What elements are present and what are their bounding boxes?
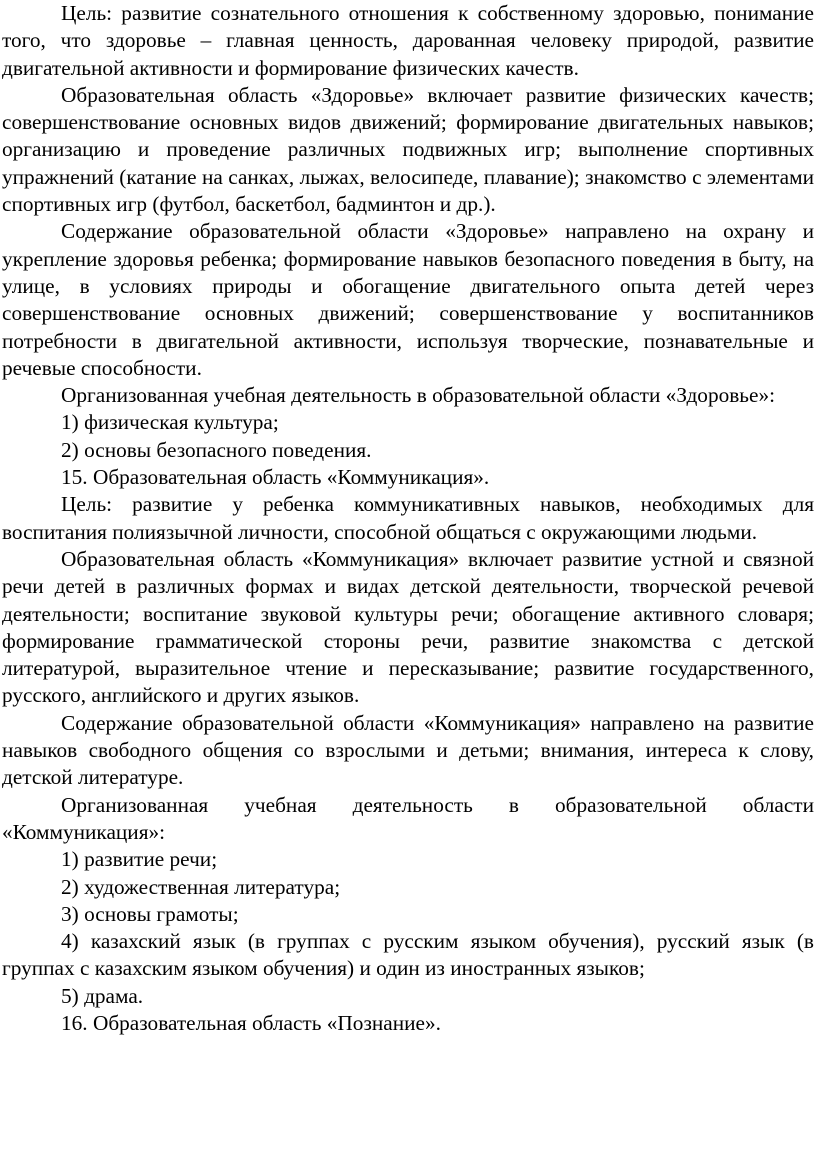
paragraph-health-area-includes: Образовательная область «Здоровье» включает развитие физических качеств; совершенствование основных видов движений; формирование двигательных навыков; организацию и проведение различных подвижных игр; выполнение спортивных упражнений (катание на санках, лыжах, велосипеде, плавание); знакомство с элементами спортивных игр (футбол, баскетбол, бадминтон и др.). — [2, 82, 814, 217]
list-item: 1) развитие речи; — [61, 847, 218, 872]
paragraph-communication-area-includes: Образовательная область «Коммуникация» включает развитие устной и связной речи детей в различных формах и видах детской деятельности, творческой речевой деятельности; воспитание звуковой культуры речи; обогащение активного словаря; формирование грамматической стороны речи, развитие знакомства с детской литературой, выразительное чтение и пересказывание; развитие государственного, русского, английского и других языков. — [2, 546, 814, 708]
paragraph-health-organized-activity: Организованная учебная деятельность в образовательной области «Здоровье»: — [61, 383, 776, 408]
paragraph-health-goal: Цель: развитие сознательного отношения к собственному здоровью, понимание того, что здоровье – главная ценность, дарованная человеку природой, развитие двигательной активности и формирование физических качеств. — [2, 1, 814, 80]
paragraph-communication-organized-activity: Организованная учебная деятельность в образовательной области «Коммуникация»: — [2, 792, 814, 844]
paragraph-communication-goal: Цель: развитие у ребенка коммуникативных навыков, необходимых для воспитания полиязычной личности, способной общаться с окружающими людьми. — [2, 492, 814, 544]
list-item: 2) художественная литература; — [61, 874, 341, 899]
list-item: 1) физическая культура; — [61, 410, 279, 435]
section-heading-cognition: 16. Образовательная область «Познание». — [61, 1010, 441, 1035]
paragraph-communication-area-content: Содержание образовательной области «Коммуникация» направлено на развитие навыков свободного общения со взрослыми и детьми; внимания, интереса к слову, детской литературе. — [2, 710, 814, 790]
section-heading-communication: 15. Образовательная область «Коммуникация». — [61, 465, 490, 490]
paragraph-health-area-content: Содержание образовательной области «Здоровье» направлено на охрану и укрепление здоровья ребенка; формирование навыков безопасного поведения в быту, на улице, в условиях природы и обогащение двигательного опыта детей через совершенствование основных движений; совершенствование у воспитанников потребности в двигательной активности, используя творческие, познавательные и речевые способности. — [2, 219, 814, 380]
list-item: 5) драма. — [61, 983, 144, 1008]
list-item: 4) казахский язык (в группах с русским языком обучения), русский язык (в группах с казахским языком обучения) и один из иностранных языков; — [2, 929, 814, 981]
list-item: 2) основы безопасного поведения. — [61, 437, 372, 462]
list-item: 3) основы грамоты; — [61, 901, 239, 926]
